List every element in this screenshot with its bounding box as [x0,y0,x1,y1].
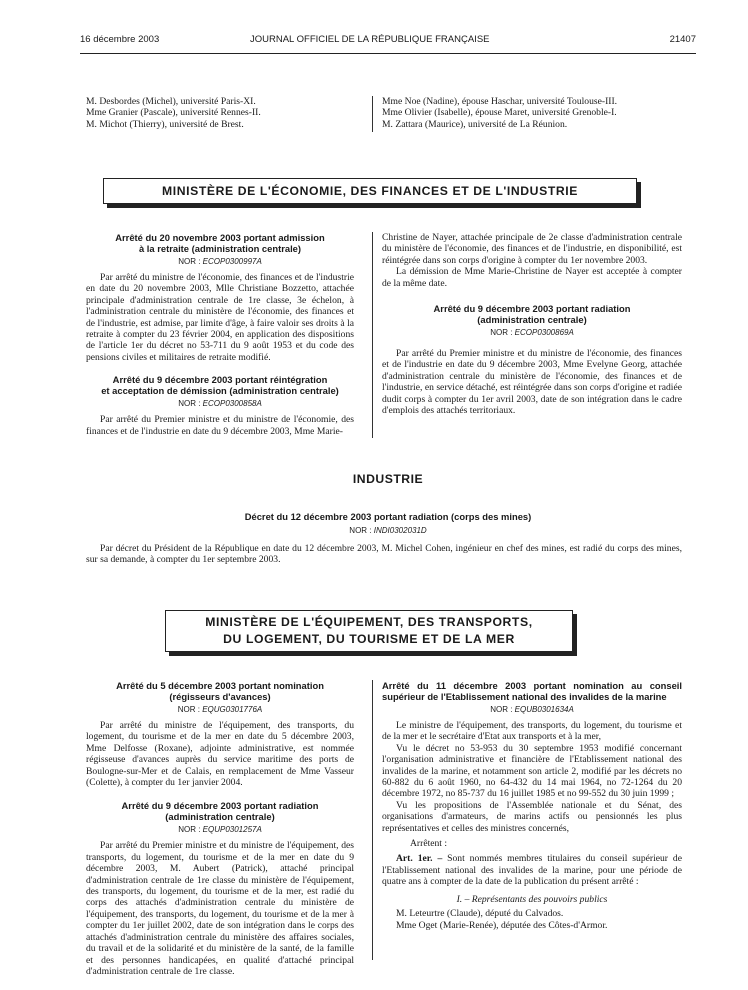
list-item: Mme Olivier (Isabelle), épouse Maret, université Grenoble-I. [382,107,617,119]
decret-body: Par décret du Président de la République en date du 12 décembre 2003, M. Michel Cohen, ingénieur en chef des mines, est radié du corps des mines, sur sa demande, à compter du 1er septembre 2003. [86,543,682,566]
ministry-title-line: MINISTÈRE DE L'ÉQUIPEMENT, DES TRANSPORTS, [205,615,533,629]
nor-reference: NOR : INDI0302031D [349,526,427,535]
arrete-title: Arrêté du 9 décembre 2003 portant radiation (administration centrale) [433,303,631,326]
decret-body-block [86,543,682,566]
nor-reference: NOR : EQUG0301776A [177,705,263,714]
article-1 [382,853,682,887]
header-journal-title: JOURNAL OFFICIEL DE LA RÉPUBLIQUE FRANÇAISE [250,34,490,45]
article-label: Art. 1er. – [396,853,443,865]
decret-title: Décret du 12 décembre 2003 portant radiation (corps des mines) [244,511,532,522]
running-header [80,34,696,52]
ministry-equipement-banner [165,610,573,652]
list-item: M. Michot (Thierry), université de Brest. [86,118,244,130]
arrete-paragraph: Le ministre de l'équipement, des transports, du logement, du tourisme et de la mer et le secrétaire d'Etat aux transports et à la mer, [382,720,682,743]
nor-reference: NOR : ECOP0300997A [178,257,262,266]
arrete-title: Arrêté du 20 novembre 2003 portant admission à la retraite (administration centrale) [115,232,325,254]
member-item: Mme Oget (Marie-Renée), députée des Côtes-d'Armor. [396,919,608,931]
nor-reference: NOR : EQUB0301634A [490,705,574,714]
arrete-body-continued: Christine de Nayer, attachée principale de 2e classe d'administration centrale du ministère de l'économie, des finances et de l'industrie, en disponibilité, est réintégrée dans son corps d'origine à compter du 1er novembre 2003. [382,232,682,266]
member-item: M. Leteurtre (Claude), député du Calvados. [396,908,564,920]
nor-reference: NOR : ECOP0300858A [178,399,262,409]
list-item: Mme Noe (Nadine), épouse Haschar, université Toulouse-III. [382,96,618,107]
header-date: 16 décembre 2003 [80,34,160,45]
arrete-body: Par arrêté du Premier ministre et du ministre de l'économie, des finances et de l'industrie en date du 9 décembre 2003, Mme Marie- [86,414,354,437]
column-divider [372,680,373,960]
header-rule [80,53,696,54]
column-divider [372,232,373,438]
arrete-body: Par arrêté du Premier ministre et du ministre de l'équipement, des transports, du logement, du tourisme et de la mer en date du 9 décembre 2003, M. Aubert (Patrick), attaché principal d'administration centrale de 1re classe du ministère de l'équipement, des transports, du logement, du tourisme et de la mer, est radié du corps des attachés d'administration centrale du ministère de l'équipement, des transports, du logement, du tourisme et de la mer à compter du 1er juillet 2002, date de son intégration dans le corps des attachés d'administration centrale du ministère des affaires sociales, du travail et de la solidarité et du ministère de la santé, de la famille et des personnes handicapées, en qualité d'attaché principal d'administration centrale de 1re classe. [86,840,354,977]
top-list-right [382,96,682,130]
arrete-paragraph: Vu les propositions de l'Assemblée nationale et du Sénat, des organisations d'armateurs, de marins actifs ou pensionnés les plus représentatives et celles des ministres concernés, [382,799,682,834]
arrete-title: Arrêté du 9 décembre 2003 portant réintégration et acceptation de démission (administration centrale) [101,374,339,397]
ministry-title: MINISTÈRE DE L'ÉCONOMIE, DES FINANCES ET DE L'INDUSTRIE [162,184,578,198]
list-item: M. Desbordes (Michel), université Paris-XI. [86,96,256,107]
arrete-body: Par arrêté du ministre de l'équipement, des transports, du logement, du tourisme et de la mer en date du 5 décembre 2003, Mme Delfosse (Roxane), adjointe administrative, est nommée régisseuse d'avances auprès du service maritime des ports de Boulogne-sur-Mer et de Calais, en remplacement de Mme Vasseur (Colette), à compter du 1er janvier 2004. [86,720,354,789]
top-list-left [86,96,354,130]
section-economie-left [86,232,354,437]
ministry-economie-banner [103,178,637,204]
arrete-paragraph: Vu le décret no 53-953 du 30 septembre 1953 modifié concernant l'organisation administrative et financière de l'Etablissement national des invalides de la marine, et notamment son article 2, modifié par les décrets no 60-882 du 6 août 1960, no 64-432 du 14 mai 1964, no 72-1264 du 20 décembre 1972, no 85-737 du 16 juillet 1985 et no 99-552 du 30 juin 1999 ; [382,742,682,800]
arretent-label: Arrêtent : [410,838,448,850]
section-equipement-right [382,680,682,931]
header-page-number: 21407 [669,34,696,45]
nor-reference: NOR : EQUP0301257A [178,825,262,835]
list-item: Mme Granier (Pascale), université Rennes-II. [86,107,261,119]
list-item: M. Zattara (Maurice), université de La Réunion. [382,118,568,130]
arrete-body: Par arrêté du Premier ministre et du ministre de l'économie, des finances et de l'industrie en date du 9 décembre 2003, Mme Evelyne Georg, attachée d'administration centrale du ministère de l'économie, des finances et de l'industrie, en service détaché, est réintégrée dans son corps d'origine et radiée dudit corps à compter du 1er avril 2003, date de son intégration dans le cadre d'emplois des attachés territoriaux. [382,348,682,417]
arrete-title: Arrêté du 11 décembre 2003 portant nomination au conseil supérieur de l'Etablissement national des invalides de la marine [382,680,682,702]
section-equipement-left [86,680,354,977]
industrie-heading: INDUSTRIE [352,472,424,486]
article-text: Sont nommés membres titulaires du conseil supérieur de l'Etablissement national des invalides de la marine, pour une période de quatre ans à compter de la date de la publication du présent arrêté : [382,853,682,888]
subsection-heading: I. – Représentants des pouvoirs publics [456,893,608,905]
section-economie-right [382,232,682,416]
arrete-title: Arrêté du 5 décembre 2003 portant nomination (régisseurs d'avances) [116,680,324,702]
nor-reference: NOR : ECOP0300869A [490,328,574,338]
arrete-body: Par arrêté du ministre de l'économie, des finances et de l'industrie en date du 20 novembre 2003, Mlle Christiane Bozzetto, attachée principale d'administration centrale de 1re classe, 3e échelon, à l'administration centrale du ministère de l'économie, des finances et de l'industrie, est admise, par limite d'âge, à faire valoir ses droits à la retraite à compter du 23 février 2004, en application des dispositions de l'article 1er du décret no 53-711 du 9 août 1953 et du code des pensions civiles et militaires de retraite modifié. [86,272,354,363]
column-divider [372,96,373,132]
ministry-title-line: DU LOGEMENT, DU TOURISME ET DE LA MER [223,632,515,646]
arrete-title: Arrêté du 9 décembre 2003 portant radiation (administration centrale) [121,800,319,823]
arrete-body: La démission de Mme Marie-Christine de Nayer est acceptée à compter de la même date. [382,266,682,289]
